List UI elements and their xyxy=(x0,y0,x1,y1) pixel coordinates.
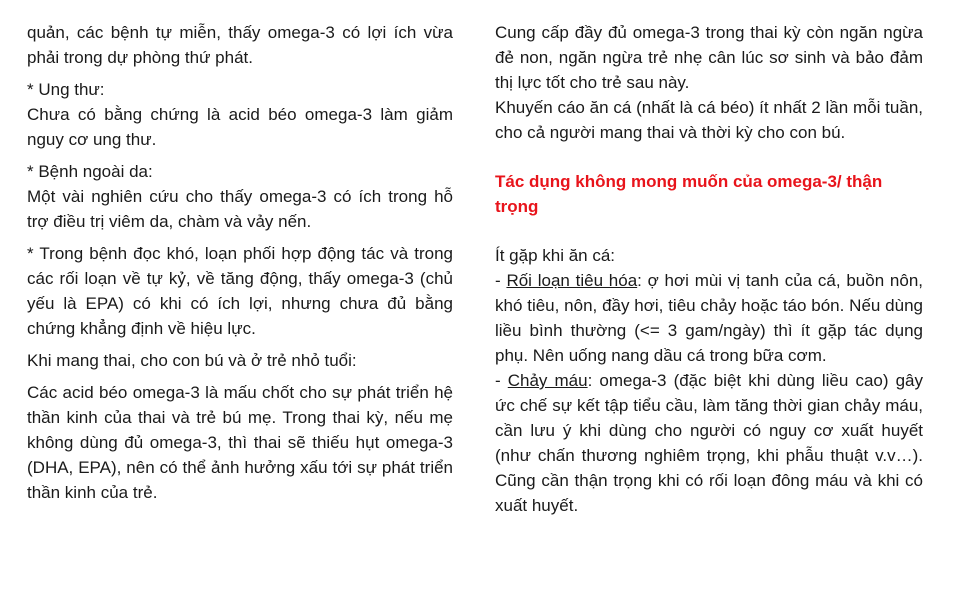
cancer-label: * Ung thư: xyxy=(27,80,105,99)
bleeding-prefix: - xyxy=(495,371,508,390)
left-column xyxy=(27,20,453,505)
paragraph-autoimmune: quản, các bệnh tự miễn, thấy omega-3 có lợi ích vừa phải trong dự phòng thứ phát. xyxy=(27,23,453,67)
bleeding-label: Chảy máu xyxy=(507,371,588,390)
bleeding-text: : omega-3 (đặc biệt khi dùng liều cao) gây ức chế sự kết tập tiểu cầu, làm tăng thời gian chảy máu, cần lưu ý khi dùng cho người có nguy cơ xuất huyết (như chấn thương nghiêm trọng, khi phẫu thuật v.v…). Cũng cần thận trọng khi có rối loạn đông máu và khi có xuất huyết. xyxy=(495,371,924,515)
skin-text: Một vài nghiên cứu cho thấy omega-3 có ích trong hỗ trợ điều trị viêm da, chàm và vảy nến. xyxy=(27,187,453,231)
skin-label: * Bệnh ngoài da: xyxy=(27,162,153,181)
pregnancy-text: Các acid béo omega-3 là mấu chốt cho sự phát triển hệ thần kinh của thai và trẻ bú mẹ. Trong thai kỳ, nếu mẹ không dùng đủ omega-3, thì thai sẽ thiếu hụt omega-3 (DHA, EPA), nên có thể ảnh hưởng xấu tới sự phát triển thần kinh của trẻ. xyxy=(27,383,453,502)
section-heading-side-effects: Tác dụng không mong muốn của omega-3/ thận trọng xyxy=(495,172,883,216)
digestive-prefix: - xyxy=(495,271,507,290)
bleeding-item xyxy=(495,368,923,518)
right-column xyxy=(495,20,923,518)
paragraph-fish-recommendation: Khuyến cáo ăn cá (nhất là cá béo) ít nhất 2 lần mỗi tuần, cho cả người mang thai và thời kỳ cho con bú. xyxy=(495,98,923,142)
cancer-text: Chưa có bằng chứng là acid béo omega-3 làm giảm nguy cơ ung thư. xyxy=(27,105,453,149)
pregnancy-label: Khi mang thai, cho con bú và ở trẻ nhỏ tuổi: xyxy=(27,351,357,370)
side-effects-intro: Ít gặp khi ăn cá: xyxy=(495,246,616,265)
paragraph-pregnancy-benefits: Cung cấp đầy đủ omega-3 trong thai kỳ còn ngăn ngừa đẻ non, ngăn ngừa trẻ nhẹ cân lúc sơ sinh và bảo đảm thị lực tốt cho trẻ sau này. xyxy=(495,23,923,92)
digestive-text: : ợ hơi mùi vị tanh của cá, buồn nôn, khó tiêu, nôn, đầy hơi, tiêu chảy hoặc táo bón. Nếu dùng liều bình thường (<= 3 gam/ngày) thì ít gặp tác dụng phụ. Nên uống nang dầu cá trong bữa cơm. xyxy=(495,271,924,365)
digestive-label: Rối loạn tiêu hóa xyxy=(506,271,638,290)
digestive-item xyxy=(495,268,923,368)
reading-disorder-text: * Trong bệnh đọc khó, loạn phối hợp động tác và trong các rối loạn về tự kỷ, về tăng động, thấy omega-3 (chủ yếu là EPA) có khi có ích lợi, nhưng chưa đủ bằng chứng khẳng định về hiệu lực. xyxy=(27,244,453,338)
